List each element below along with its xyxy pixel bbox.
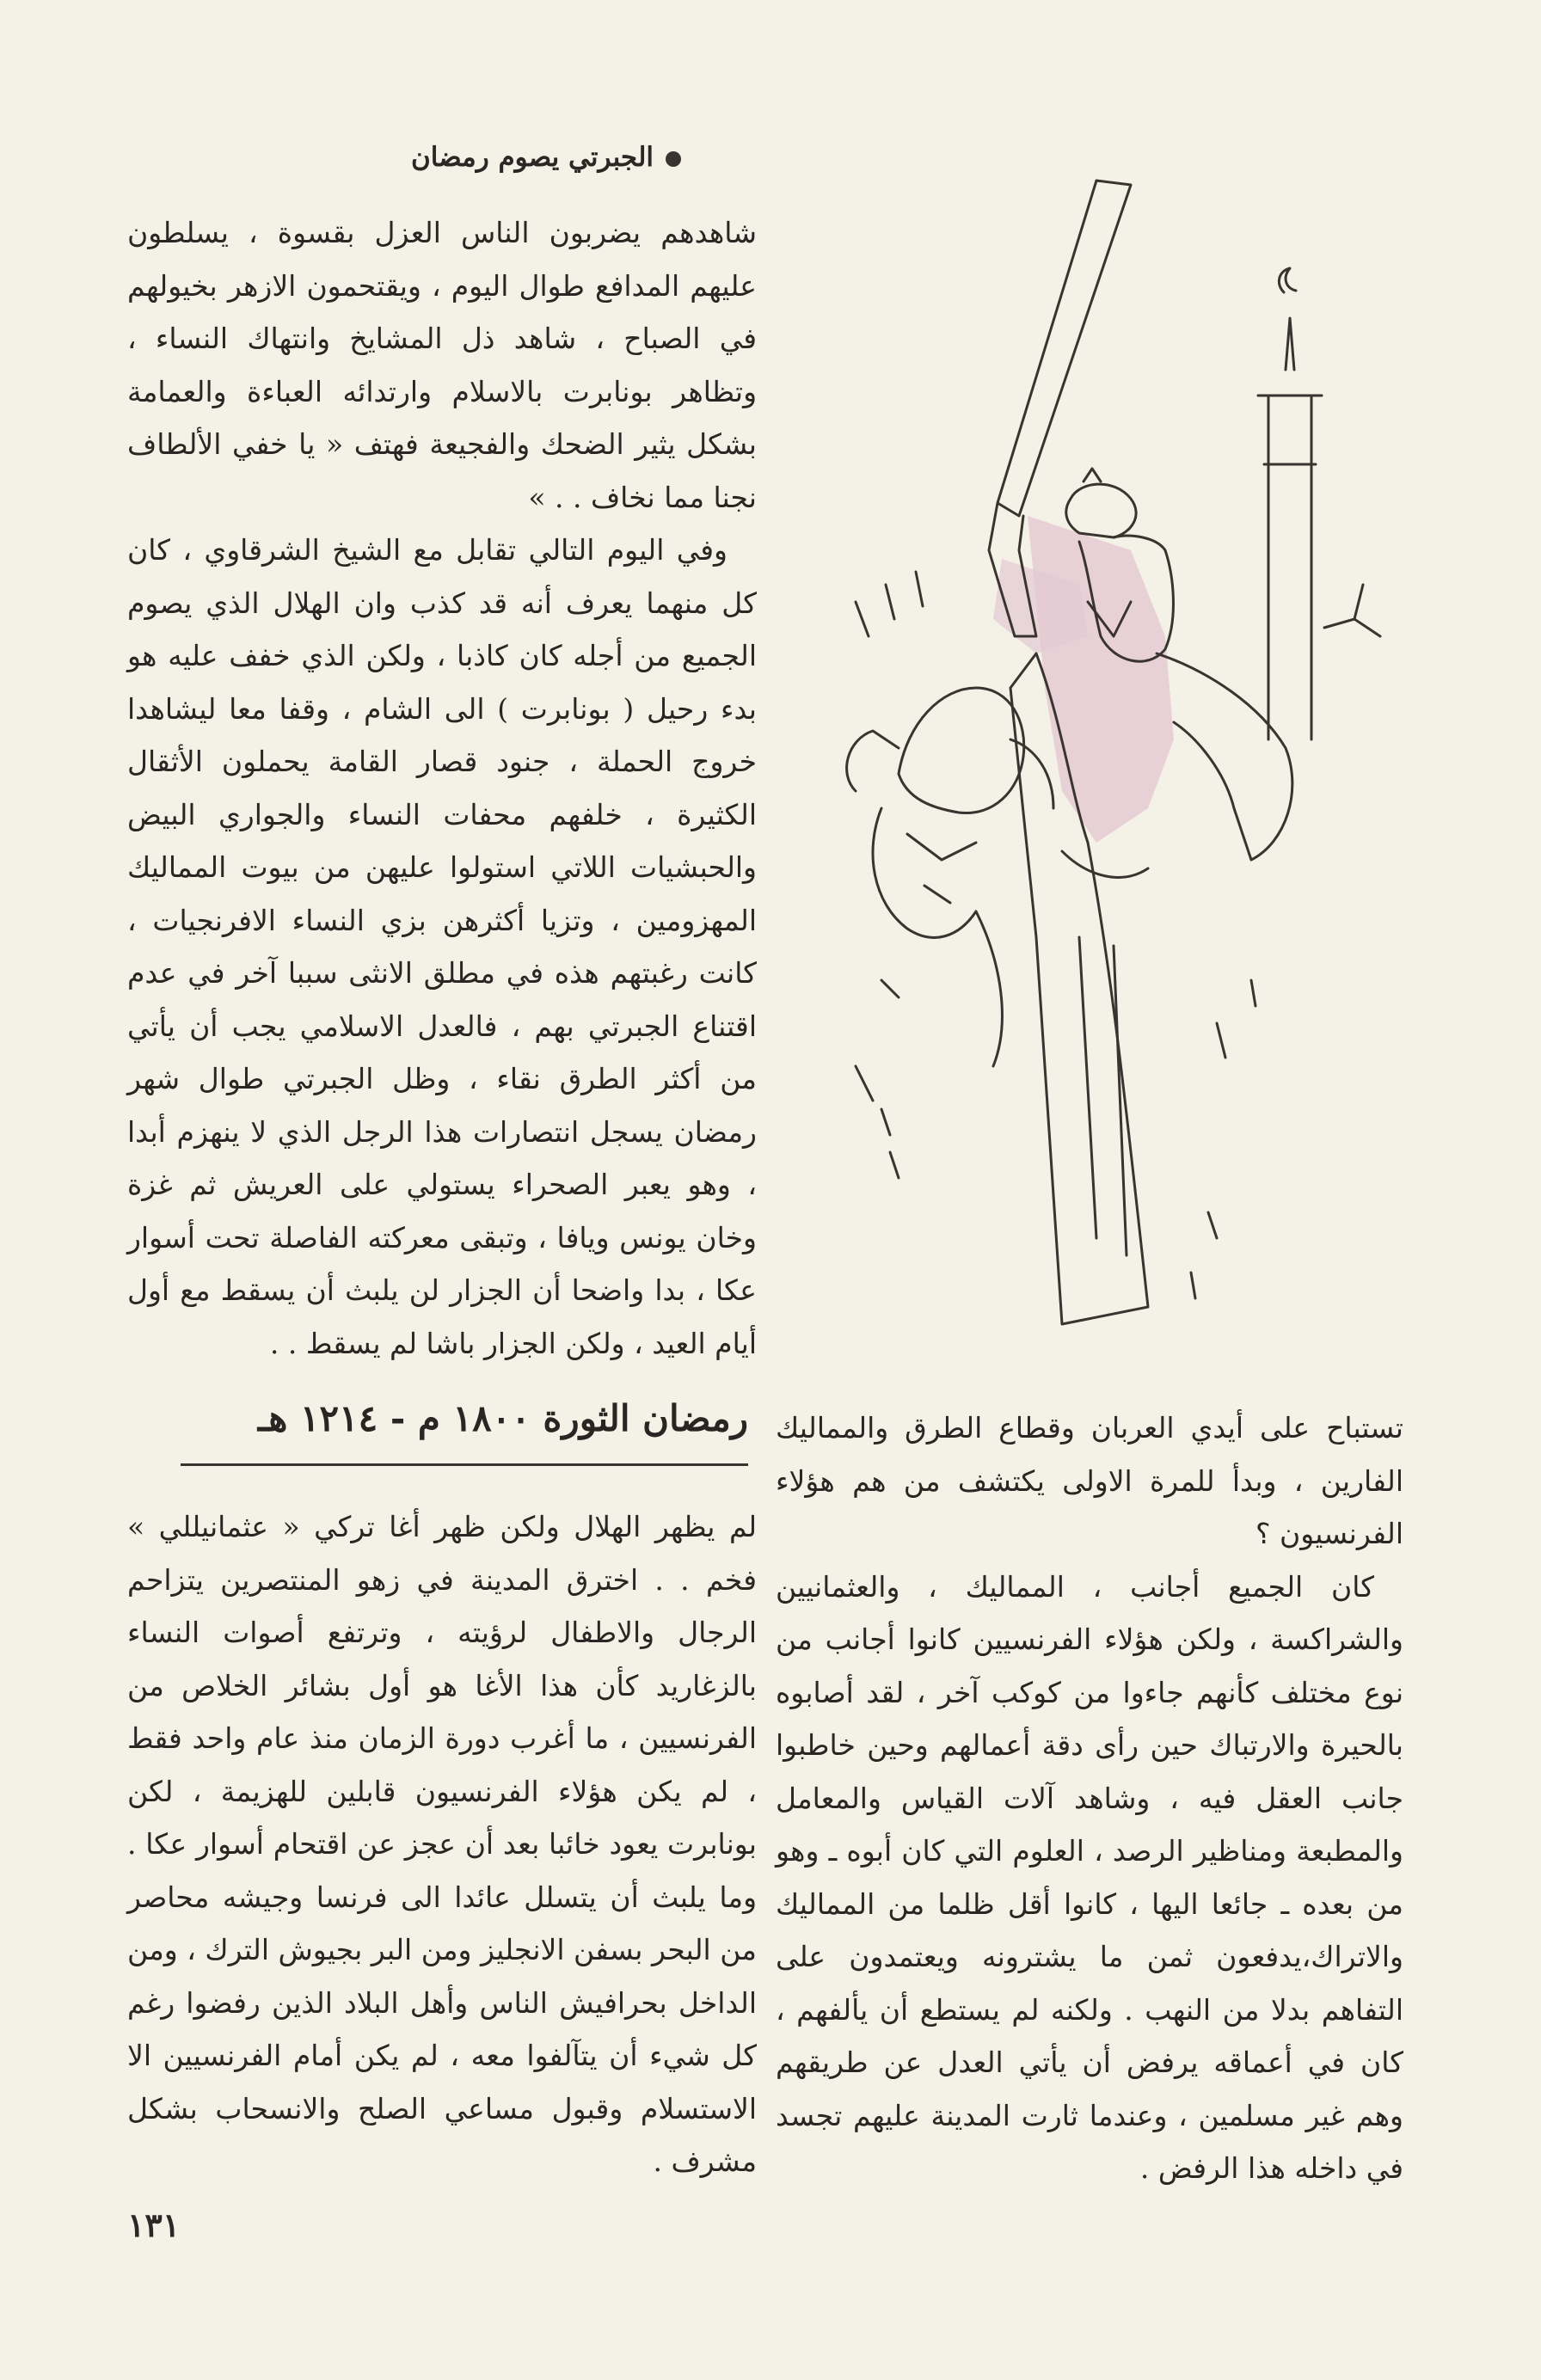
paragraph: لم يظهر الهلال ولكن ظهر أغا تركي « عثمانيللي » فخم . . اخترق المدينة في زهو المنتصرين يتزاحم الرجال والاطفال لرؤيته ، وترتفع أصوات النساء بالزغاريد كأن هذا الأغا هو أول بشائر الخلاص من الفرنسيين ، ما أغرب دورة الزمان منذ عام واحد فقط ، لم يكن هؤلاء الفرنسيون قابلين للهزيمة ، لكن بونابرت يعود خائبا بعد أن عجز عن اقتحام أسوار عكا . وما يلبث أن يتسلل عائدا الى فرنسا وجيشه محاصر من البحر بسفن الانجليز ومن البر بجيوش الترك ، ومن الداخل بحرافيش الناس وأهل البلاد الذين رفضوا رغم كل شيء أن يتآلفوا معه ، لم يكن أمام الفرنسيين الا الاستسلام وقبول مساعي الصلح والانسحاب بشكل مشرف . bbox=[127, 1510, 757, 2178]
paragraph: شاهدهم يضربون الناس العزل بقسوة ، يسلطون عليهم المدافع طوال اليوم ، ويقتحمون الازهر بخيولهم في الصباح ، شاهد ذل المشايخ وانتهاك النساء ، وتظاهر بونابرت بالاسلام وارتدائه العباءة والعمامة بشكل يثير الضحك والفجيعة فهتف « يا خفي الألطاف نجنا مما نخاف . . » bbox=[127, 216, 757, 514]
paragraph: كان الجميع أجانب ، المماليك ، والعثمانيين والشراكسة ، ولكن هؤلاء الفرنسيين كانوا أجانب من نوع مختلف كأنهم جاءوا من كوكب آخر ، لقد أصابوه بالحيرة والارتباك حين رأى دقة أعمالهم وحين خاطبوا جانب العقل فيه ، وشاهد آلات القياس والمعامل والمطبعة ومناظير الرصد ، العلوم التي كان أبوه ـ وهو من بعده ـ جائعا اليها ، كانوا أقل ظلما من المماليك والاتراك،يدفعون ثمن ما يشترونه ويعتمدون على التفاهم بدلا من النهب . ولكنه لم يستطع أن يألفهم ، كان في أعماقه يرفض أن يأتي العدل عن طريقهم وهم غير مسلمين ، وعندما ثارت المدينة عليهم تجسد في داخله هذا الرفض . bbox=[776, 1569, 1403, 2185]
paragraph: وفي اليوم التالي تقابل مع الشيخ الشرقاوي ، كان كل منهما يعرف أنه قد كذب وان الهلال الذي يصوم الجميع من أجله كان كاذبا ، ولكن الذي خفف عليه هو بدء رحيل ( بونابرت ) الى الشام ، وقفا معا ليشاهدا خروج الحملة ، جنود قصار القامة يحملون الأثقال الكثيرة ، خلفهم محفات النساء والجواري البيض والحبشيات اللاتي استولوا عليهن من بيوت المماليك المهزومين ، وتزيا أكثرهن بزي النساء الافرنجيات ، كانت رغبتهم هذه في مطلق الانثى سببا آخر في عدم اقتناع الجبرتي بهم ، فالعدل الاسلامي يجب أن يأتي من أكثر الطرق نقاء ، وظل الجبرتي طوال شهر رمضان يسجل انتصارات هذا الرجل الذي لا ينهزم أبدا ، وهو يعبر الصحراء يستولي على العريش ثم غزة وخان يونس ويافا ، وتبقى معركته الفاصلة تحت أسوار عكا ، بدا واضحا أن الجزار لن يلبث أن يسقط مع أول أيام العيد ، ولكن الجزار باشا لم يسقط . . bbox=[127, 533, 757, 1360]
bottom-right-text-column bbox=[776, 1402, 1403, 2195]
section-heading: رمضان الثورة ١٨٠٠ م - ١٢١٤ هـ bbox=[257, 1397, 748, 1439]
top-text-column bbox=[127, 206, 757, 1370]
running-header bbox=[148, 142, 681, 173]
illustration-bonaparte-drawing bbox=[804, 34, 1397, 1384]
bottom-left-text-column bbox=[127, 1500, 757, 2188]
section-title: الجبرتي يصوم رمضان bbox=[411, 142, 654, 173]
page-number: ١٣١ bbox=[127, 2205, 181, 2244]
heading-underline bbox=[181, 1463, 748, 1466]
bullet-icon bbox=[666, 151, 681, 167]
paragraph: تستباح على أيدي العربان وقطاع الطرق والمماليك الفارين ، وبدأ للمرة الاولى يكتشف من هم هؤلاء الفرنسيون ؟ bbox=[776, 1411, 1403, 1550]
